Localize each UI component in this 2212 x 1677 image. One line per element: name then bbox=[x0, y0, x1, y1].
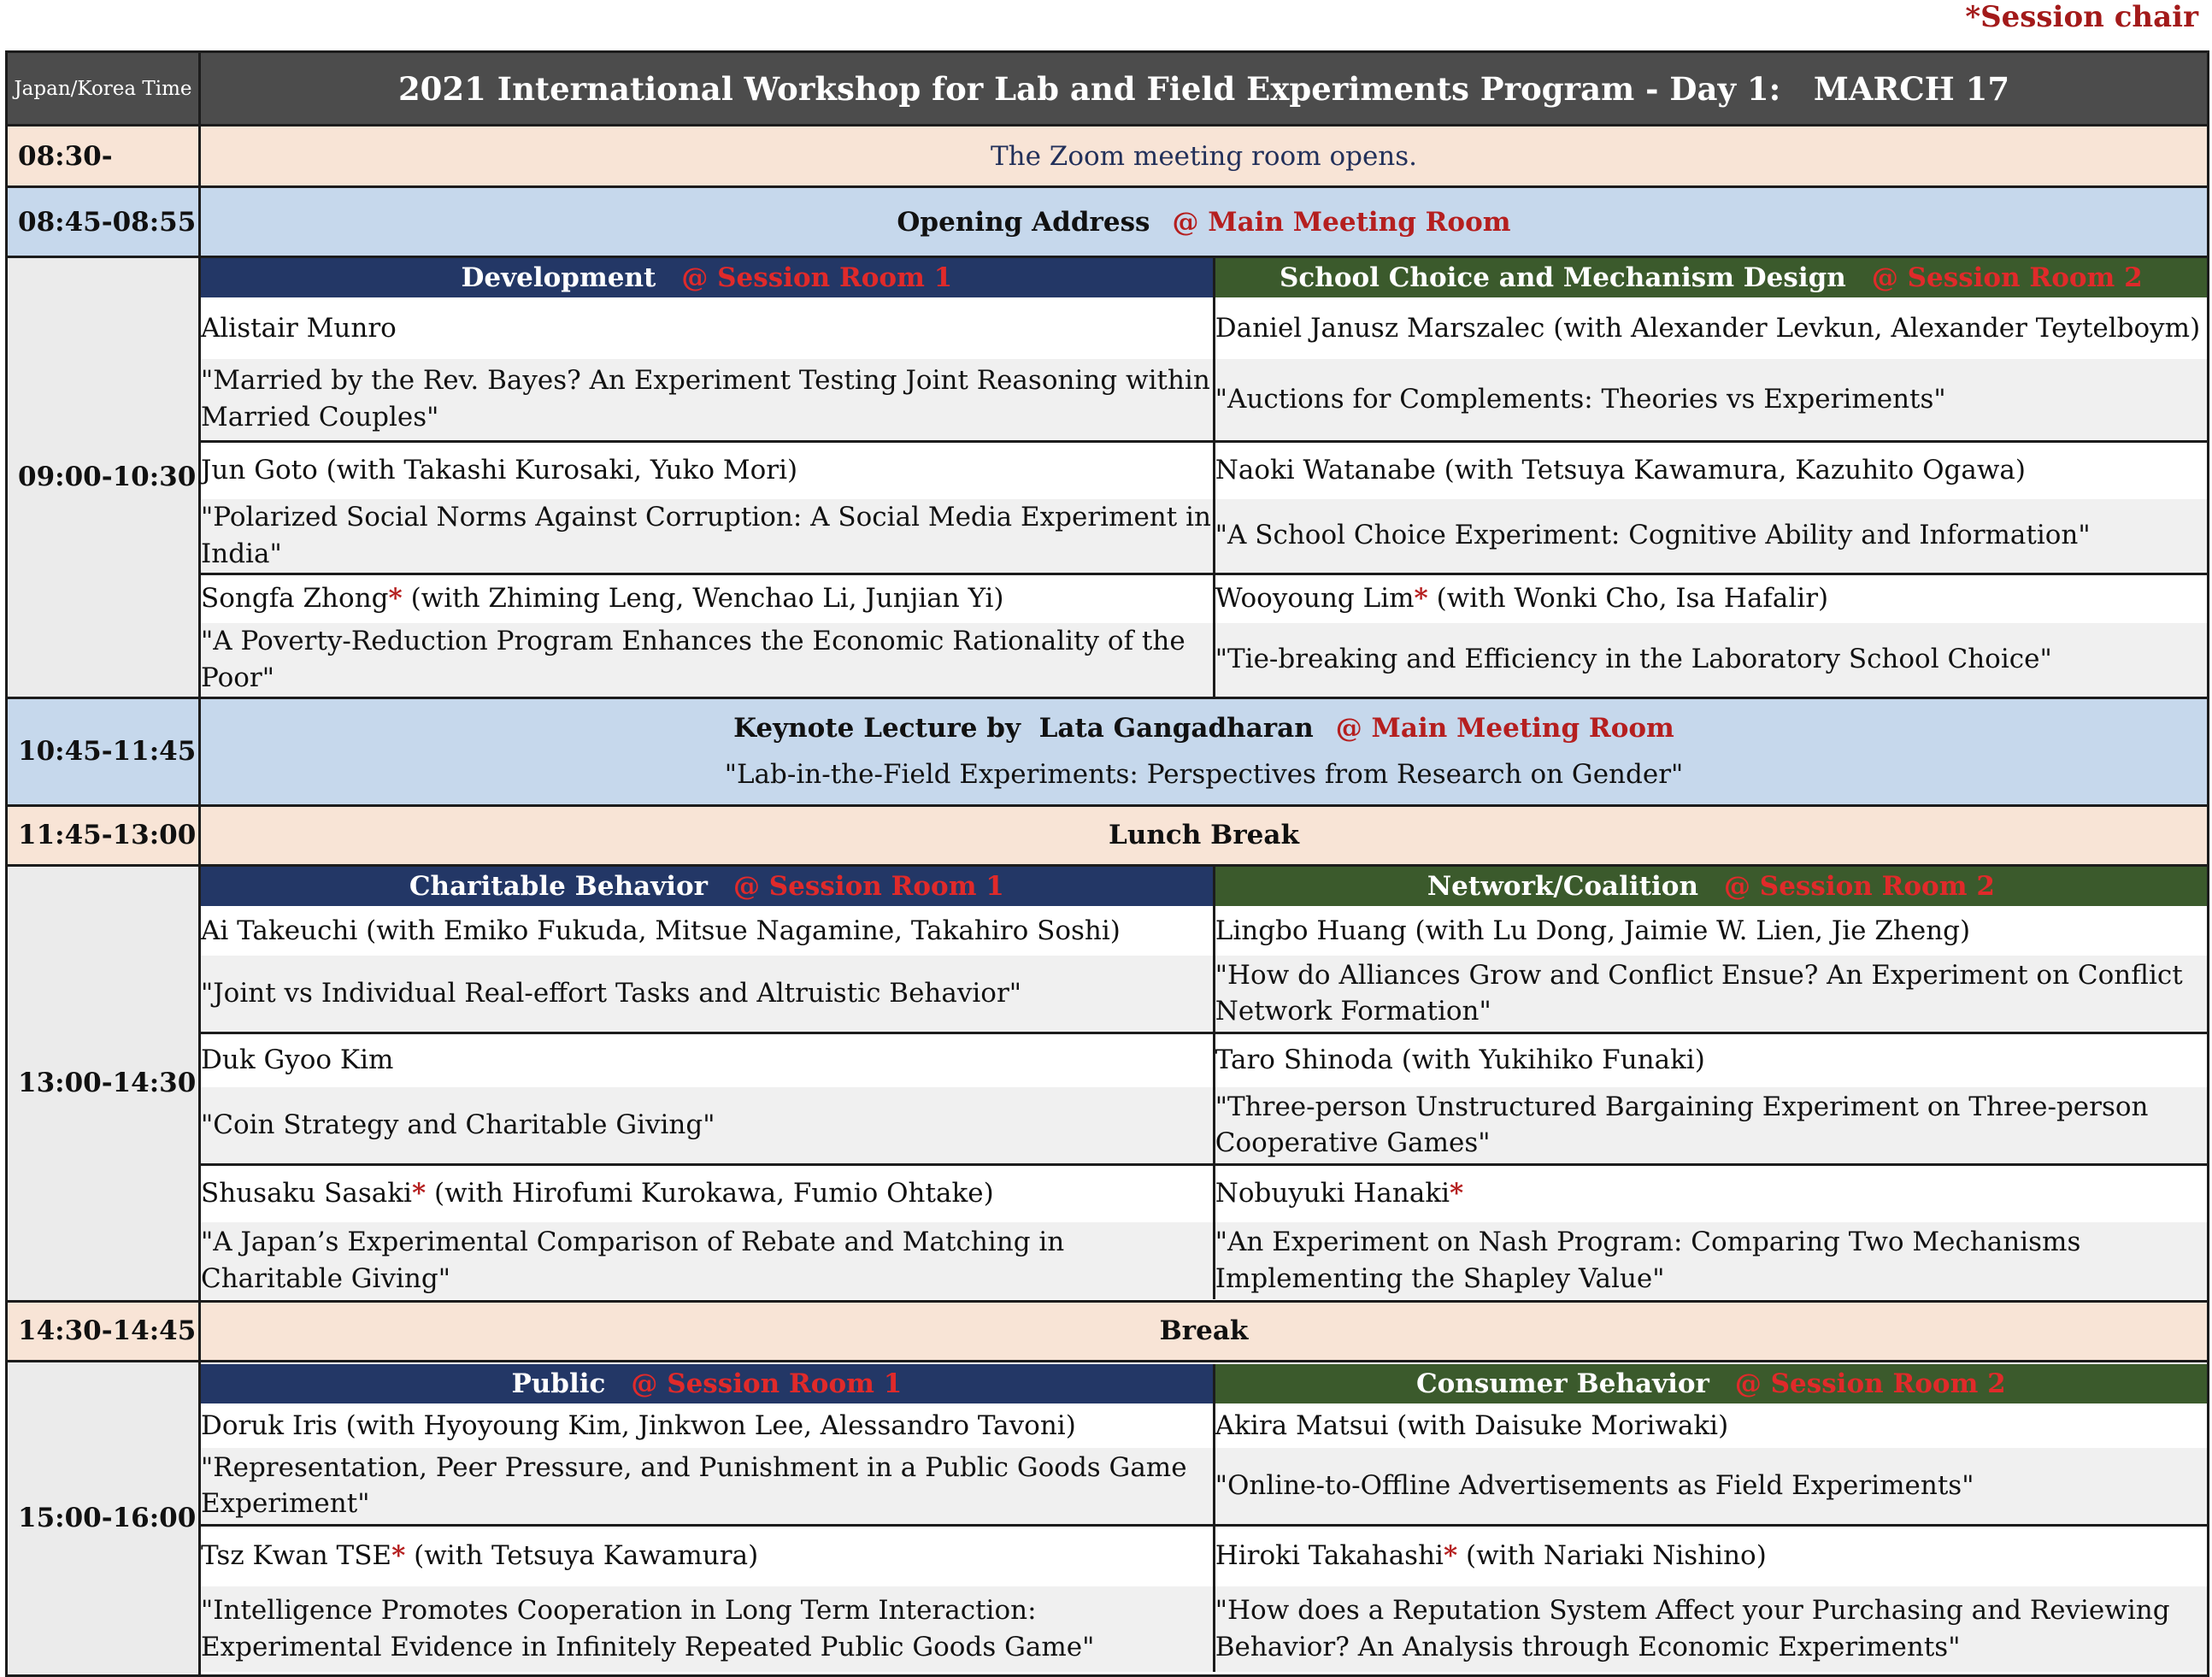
talk-title-row bbox=[201, 1222, 2207, 1299]
presenter-row bbox=[201, 1525, 2207, 1586]
presenter: Taro Shinoda (with Yukihiko Funaki) bbox=[1214, 1033, 2207, 1087]
lunch-row bbox=[7, 805, 2209, 865]
talk-title: "An Experiment on Nash Program: Comparing Two Mechanisms Implementing the Shapley Value" bbox=[1214, 1222, 2207, 1299]
coauthors: (with Zhiming Leng, Wenchao Li, Junjian Yi) bbox=[402, 583, 1004, 615]
presenter bbox=[201, 574, 1214, 623]
presenter-row bbox=[201, 574, 2207, 623]
schedule-table bbox=[5, 50, 2209, 1677]
talk-title-row bbox=[201, 499, 2207, 574]
session-grid bbox=[200, 865, 2209, 1301]
presenter bbox=[1214, 574, 2207, 623]
time-cell: 09:00-10:30 bbox=[7, 257, 200, 698]
talk-title: "Polarized Social Norms Against Corruption: A Social Media Experiment in India" bbox=[201, 499, 1214, 574]
talk-title-row bbox=[201, 1448, 2207, 1525]
event-label: Opening Address bbox=[897, 206, 1150, 238]
opening-address bbox=[200, 187, 2209, 257]
session-header-row bbox=[201, 867, 2207, 906]
session-name: School Choice and Mechanism Design bbox=[1280, 262, 1846, 293]
presenter-name: Tsz Kwan TSE bbox=[201, 1540, 392, 1572]
talk-title: "Online-to-Offline Advertisements as Field Experiments" bbox=[1214, 1448, 2207, 1525]
talk-title: "Auctions for Complements: Theories vs Experiments" bbox=[1214, 359, 2207, 441]
room-label: @ Session Room 1 bbox=[681, 262, 953, 293]
session-chair-mark: * bbox=[388, 583, 403, 615]
session-inner-table bbox=[201, 258, 2207, 697]
talk-title: "Three-person Unstructured Bargaining Experiment on Three-person Cooperative Games" bbox=[1214, 1087, 2207, 1164]
header-row bbox=[7, 52, 2209, 126]
session-chair-mark: * bbox=[1450, 1178, 1464, 1209]
presenter: Naoki Watanabe (with Tetsuya Kawamura, Kazuhito Ogawa) bbox=[1214, 441, 2207, 499]
talk-title: "How do Alliances Grow and Conflict Ensue? An Experiment on Conflict Network Formation" bbox=[1214, 956, 2207, 1033]
time-cell: 08:45-08:55 bbox=[7, 187, 200, 257]
presenter-row bbox=[201, 441, 2207, 499]
zoom-row bbox=[7, 126, 2209, 187]
presenter: Lingbo Huang (with Lu Dong, Jaimie W. Lien, Jie Zheng) bbox=[1214, 906, 2207, 956]
session-chair-mark: * bbox=[1414, 583, 1428, 615]
session-block-3 bbox=[7, 1361, 2209, 1675]
time-column-header: Japan/Korea Time bbox=[7, 52, 200, 126]
presenter-row bbox=[201, 1164, 2207, 1222]
presenter bbox=[201, 1164, 1214, 1222]
presenter bbox=[1214, 1164, 2207, 1222]
session-chair-mark: * bbox=[391, 1540, 406, 1572]
session-header-row bbox=[201, 258, 2207, 297]
session-grid bbox=[200, 1361, 2209, 1675]
coauthors: (with Hirofumi Kurokawa, Fumio Ohtake) bbox=[426, 1178, 994, 1209]
keynote-lecture bbox=[200, 697, 2209, 805]
presenter: Doruk Iris (with Hyoyoung Kim, Jinkwon Lee, Alessandro Tavoni) bbox=[201, 1403, 1214, 1448]
coauthors: (with Wonki Cho, Isa Hafalir) bbox=[1427, 583, 1829, 615]
presenter bbox=[1214, 1525, 2207, 1586]
lunch-break: Lunch Break bbox=[200, 805, 2209, 865]
room-label: @ Main Meeting Room bbox=[1335, 712, 1674, 744]
presenter-row bbox=[201, 1033, 2207, 1087]
session-block-2 bbox=[7, 865, 2209, 1301]
time-cell: 14:30-14:45 bbox=[7, 1301, 200, 1361]
talk-title: "Intelligence Promotes Cooperation in Long Term Interaction: Experimental Evidence in Infinitely Repeated Public Goods Game" bbox=[201, 1586, 1214, 1672]
presenter: Duk Gyoo Kim bbox=[201, 1033, 1214, 1087]
presenter-name: Shusaku Sasaki bbox=[201, 1178, 412, 1209]
page-title: 2021 International Workshop for Lab and Field Experiments Program - Day 1: MARCH 17 bbox=[200, 52, 2209, 126]
presenter: Daniel Janusz Marszalec (with Alexander Levkun, Alexander Teytelboym) bbox=[1214, 297, 2207, 359]
presenter-name: Wooyoung Lim bbox=[1215, 583, 1415, 615]
room-label: @ Session Room 1 bbox=[733, 870, 1004, 902]
time-cell: 15:00-16:00 bbox=[7, 1361, 200, 1675]
presenter-name: Songfa Zhong bbox=[201, 583, 389, 615]
session-chair-legend: *Session chair bbox=[1965, 0, 2198, 34]
presenter: Akira Matsui (with Daisuke Moriwaki) bbox=[1214, 1403, 2207, 1448]
talk-title-row bbox=[201, 359, 2207, 441]
talk-title-row bbox=[201, 1586, 2207, 1672]
room-label: @ Session Room 2 bbox=[1734, 1368, 2006, 1399]
session-name: Charitable Behavior bbox=[409, 870, 708, 902]
time-cell: 13:00-14:30 bbox=[7, 865, 200, 1301]
session-block-1 bbox=[7, 257, 2209, 698]
keynote-speaker: Keynote Lecture by Lata Gangadharan bbox=[733, 712, 1314, 744]
session-chair-mark: * bbox=[1443, 1540, 1458, 1572]
break-row bbox=[7, 1301, 2209, 1361]
session-header-right bbox=[1214, 867, 2207, 906]
session-name: Consumer Behavior bbox=[1415, 1368, 1709, 1399]
opening-row bbox=[7, 187, 2209, 257]
talk-title-row bbox=[201, 1087, 2207, 1164]
session-header-right bbox=[1214, 1364, 2207, 1403]
session-inner-table bbox=[201, 867, 2207, 1299]
talk-title: "Representation, Peer Pressure, and Punishment in a Public Goods Game Experiment" bbox=[201, 1448, 1214, 1525]
session-grid bbox=[200, 257, 2209, 698]
coffee-break: Break bbox=[200, 1301, 2209, 1361]
session-inner-table bbox=[201, 1364, 2207, 1672]
room-label: @ Session Room 1 bbox=[631, 1368, 903, 1399]
presenter-name: Nobuyuki Hanaki bbox=[1215, 1178, 1450, 1209]
coauthors: (with Tetsuya Kawamura) bbox=[405, 1540, 759, 1572]
presenter: Ai Takeuchi (with Emiko Fukuda, Mitsue Nagamine, Takahiro Soshi) bbox=[201, 906, 1214, 956]
session-name: Development bbox=[461, 262, 656, 293]
presenter: Jun Goto (with Takashi Kurosaki, Yuko Mori) bbox=[201, 441, 1214, 499]
session-header-left bbox=[201, 867, 1214, 906]
session-header-row bbox=[201, 1364, 2207, 1403]
talk-title: "A School Choice Experiment: Cognitive Ability and Information" bbox=[1214, 499, 2207, 574]
talk-title: "How does a Reputation System Affect your Purchasing and Reviewing Behavior? An Analysis through Economic Experiments" bbox=[1214, 1586, 2207, 1672]
presenter-row bbox=[201, 906, 2207, 956]
talk-title: "Tie-breaking and Efficiency in the Laboratory School Choice" bbox=[1214, 623, 2207, 697]
time-cell: 10:45-11:45 bbox=[7, 697, 200, 805]
zoom-notice: The Zoom meeting room opens. bbox=[200, 126, 2209, 187]
session-header-left bbox=[201, 1364, 1214, 1403]
talk-title: "Coin Strategy and Charitable Giving" bbox=[201, 1087, 1214, 1164]
keynote-row bbox=[7, 697, 2209, 805]
session-name: Public bbox=[511, 1368, 606, 1399]
talk-title: "A Japan’s Experimental Comparison of Rebate and Matching in Charitable Giving" bbox=[201, 1222, 1214, 1299]
presenter-row bbox=[201, 297, 2207, 359]
presenter: Alistair Munro bbox=[201, 297, 1214, 359]
presenter bbox=[201, 1525, 1214, 1586]
time-cell: 08:30- bbox=[7, 126, 200, 187]
session-header-left bbox=[201, 258, 1214, 297]
talk-title: "Married by the Rev. Bayes? An Experiment Testing Joint Reasoning within Married Couples" bbox=[201, 359, 1214, 441]
keynote-heading bbox=[201, 705, 2207, 751]
coauthors: (with Nariaki Nishino) bbox=[1457, 1540, 1767, 1572]
talk-title: "A Poverty-Reduction Program Enhances the Economic Rationality of the Poor" bbox=[201, 623, 1214, 697]
session-header-right bbox=[1214, 258, 2207, 297]
session-chair-mark: * bbox=[411, 1178, 427, 1209]
talk-title-row bbox=[201, 956, 2207, 1033]
session-name: Network/Coalition bbox=[1427, 870, 1699, 902]
room-label: @ Session Room 2 bbox=[1724, 870, 1995, 902]
room-label: @ Main Meeting Room bbox=[1172, 206, 1511, 238]
time-cell: 11:45-13:00 bbox=[7, 805, 200, 865]
presenter-row bbox=[201, 1403, 2207, 1448]
presenter-name: Hiroki Takahashi bbox=[1215, 1540, 1444, 1572]
room-label: @ Session Room 2 bbox=[1871, 262, 2143, 293]
talk-title-row bbox=[201, 623, 2207, 697]
keynote-title: "Lab-in-the-Field Experiments: Perspectives from Research on Gender" bbox=[724, 759, 1684, 791]
talk-title: "Joint vs Individual Real-effort Tasks and Altruistic Behavior" bbox=[201, 956, 1214, 1033]
